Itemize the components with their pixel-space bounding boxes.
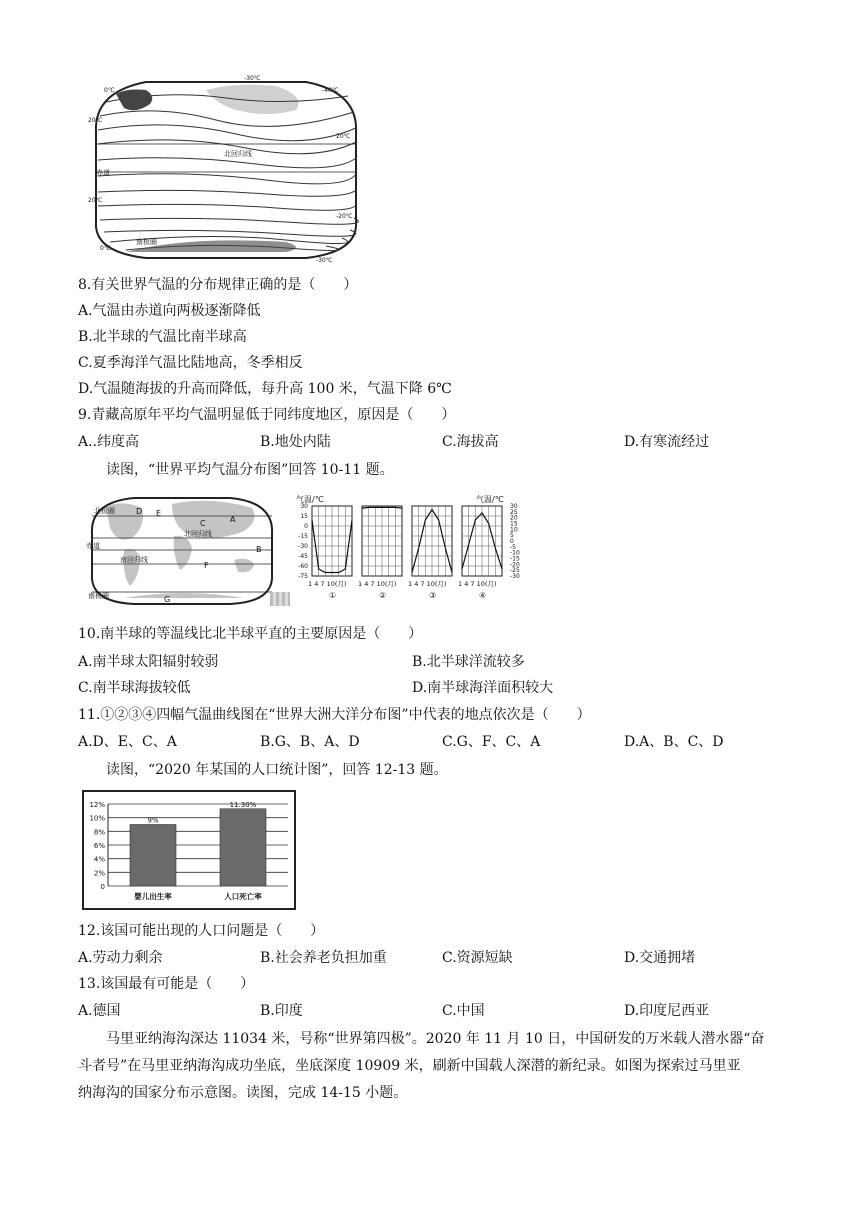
q8-option-a[interactable]: A.气温由赤道向两极逐渐降低 [78, 303, 261, 319]
map-point-f: F [204, 561, 209, 570]
climate-right-tick: 25 [510, 508, 518, 516]
map-label-antarctic: 南极圈 [136, 238, 157, 246]
q13-option-d[interactable]: D.印度尼西亚 [624, 1003, 710, 1019]
lat-label-right-7: -20℃ [336, 213, 353, 220]
bar-data-label: 11.30% [229, 800, 257, 809]
climate-left-tick: -60 [298, 563, 308, 570]
q8-stem: 8.有关世界气温的分布规律正确的是（ ） [78, 277, 358, 293]
lat-label-right-4: 20℃ [336, 133, 351, 140]
climate-left-tick: -15 [298, 533, 308, 540]
q13-option-b[interactable]: B.印度 [260, 1003, 303, 1019]
q9-option-d[interactable]: D.有寒流经过 [624, 434, 710, 450]
q10-option-a[interactable]: A.南半球太阳辐射较弱 [78, 654, 219, 670]
q11-stem: 11.①②③④四幅气温曲线图在“世界大洲大洋分布图”中代表的地点依次是（ ） [78, 707, 591, 723]
q11-option-c[interactable]: C.G、F、C、A [442, 734, 541, 750]
q9-option-a[interactable]: A..纬度高 [78, 434, 140, 450]
q9-stem: 9.青藏高原年平均气温明显低于同纬度地区，原因是（ ） [78, 407, 456, 423]
climate-left-tick: -45 [298, 553, 308, 560]
q11-option-a[interactable]: A.D、E、C、A [78, 734, 177, 750]
climate-charts [290, 494, 526, 602]
intro-10-11: 读图，“世界平均气温分布图”回答 10-11 题。 [106, 462, 394, 478]
map-point-g: G [164, 595, 171, 604]
q10-stem: 10.南半球的等温线比北半球平直的主要原因是（ ） [78, 626, 423, 642]
climate-panel-2 [358, 506, 402, 600]
bar-y-tick: 4% [93, 855, 105, 864]
map-south-polar: 南极圈 [88, 592, 109, 600]
lat-label-left-2: 20℃ [88, 197, 103, 204]
q12-stem: 12.该国可能出现的人口问题是（ ） [78, 923, 325, 939]
climate-right-tick: 20 [510, 514, 518, 522]
climate-ylabel-right: 气温/℃ [476, 495, 504, 504]
intro-12-13: 读图，“2020 年某国的人口统计图”，回答 12-13 题。 [106, 762, 448, 778]
bar-y-tick: 6% [93, 842, 105, 850]
climate-left-tick: 15 [300, 513, 308, 520]
q8-option-c[interactable]: C.夏季海洋气温比陆地高，冬季相反 [78, 355, 303, 371]
map-point-a: A [230, 515, 236, 524]
intro-14-15-line3: 纳海沟的国家分布示意图。读图，完成 14-15 小题。 [78, 1085, 408, 1101]
lat-label-right-0: -30℃ [244, 75, 261, 82]
q12-option-a[interactable]: A.劳动力剩余 [78, 950, 163, 966]
map-equator: 赤道 [86, 542, 100, 550]
map-point-d: D [136, 507, 143, 516]
q13-stem: 13.该国最有可能是（ ） [78, 976, 255, 992]
population-bar-chart [82, 790, 296, 910]
climate-panel-label: ④ [479, 591, 487, 600]
climate-x-label: 1 4 7 10(月) [408, 580, 447, 588]
intro-14-15-line1: 马里亚纳海沟深达 11034 米，号称“世界第四极”。2020 年 11 月 10 日，中国研发的万米载人潜水器“奋 [106, 1031, 765, 1047]
map-north-polar: 北极圈 [94, 507, 115, 515]
climate-right-tick: -15 [510, 555, 520, 563]
climate-right-tick: -10 [510, 549, 520, 557]
map-tropic-north: 北回归线 [184, 530, 212, 538]
map-label-equator: 赤道 [96, 169, 110, 177]
climate-right-tick: -30 [510, 573, 520, 580]
climate-x-label: 1 4 7 10(月) [458, 580, 497, 588]
climate-curve-2 [362, 507, 402, 508]
q10-option-d[interactable]: D.南半球海洋面积较大 [412, 680, 554, 696]
map-point-c: C [200, 519, 206, 528]
climate-panel-label: ② [379, 591, 387, 600]
climate-right-tick: 30 [510, 503, 518, 510]
q13-option-a[interactable]: A.德国 [78, 1003, 121, 1019]
lat-label-left-3: 0℃ [100, 245, 111, 252]
climate-right-tick: 0 [510, 538, 514, 545]
climate-ylabel-left: 气温/℃ [296, 495, 324, 504]
climate-right-tick: -5 [510, 543, 516, 551]
lat-label-left-0: 0℃ [104, 87, 115, 94]
world-map-small [84, 494, 280, 608]
climate-x-label: 1 4 7 10(月) [358, 580, 397, 588]
bar-2 [220, 809, 266, 886]
bar-y-tick: 8% [93, 828, 105, 837]
climate-left-tick: -75 [298, 573, 308, 580]
climate-right-tick: 10 [510, 526, 518, 534]
climate-right-tick: 15 [510, 520, 518, 528]
q12-option-c[interactable]: C.资源短缺 [442, 950, 513, 966]
q12-option-b[interactable]: B.社会养老负担加重 [260, 950, 387, 966]
map-point-e: E [156, 509, 162, 518]
climate-right-tick: -25 [510, 567, 520, 575]
climate-x-label: 1 4 7 10(月) [308, 580, 347, 588]
bar-category-label: 人口死亡率 [224, 892, 262, 901]
climate-left-tick: -30 [298, 543, 308, 550]
climate-panel-4 [458, 506, 502, 600]
bar-category-label: 婴儿出生率 [134, 892, 172, 901]
bar-y-tick: 12% [89, 801, 105, 809]
q9-option-c[interactable]: C.海拔高 [442, 434, 499, 450]
climate-panel-label: ① [329, 591, 337, 600]
q9-option-b[interactable]: B.地处内陆 [260, 434, 331, 450]
map-label-tropic-north: 北回归线 [224, 150, 252, 158]
lat-label-right-9: -30℃ [316, 257, 333, 264]
climate-panel-label: ③ [429, 591, 437, 600]
bar-1 [130, 825, 176, 887]
q10-option-b[interactable]: B.北半球洋流较多 [412, 654, 525, 670]
bar-y-tick: 10% [89, 814, 105, 823]
climate-left-tick: 0 [304, 523, 308, 530]
map-point-b: B [256, 545, 262, 554]
lat-label-right-1: -40℃ [322, 87, 339, 94]
climate-right-tick: -20 [510, 561, 520, 569]
bar-data-label: 9% [147, 816, 159, 825]
intro-14-15-line2: 斗者号”在马里亚纳海沟成功坐底，坐底深度 10909 米，刷新中国载人深潜的新纪录。如图为探索过马里亚 [78, 1058, 741, 1074]
bar-y-tick: 0 [100, 883, 105, 891]
blurred-stamp [270, 592, 290, 606]
map-tropic-south: 南回归线 [120, 556, 148, 564]
climate-right-tick: 5 [510, 532, 514, 540]
q11-option-b[interactable]: B.G、B、A、D [260, 734, 360, 750]
climate-panel-3 [408, 506, 452, 600]
climate-panel-1 [308, 506, 352, 600]
q11-option-d[interactable]: D.A、B、C、D [624, 734, 724, 750]
q13-option-c[interactable]: C.中国 [442, 1003, 485, 1019]
q8-option-d[interactable]: D.气温随海拔的升高而降低，每升高 100 米，气温下降 6℃ [78, 381, 452, 397]
bar-y-tick: 2% [93, 869, 105, 878]
q8-option-b[interactable]: B.北半球的气温比南半球高 [78, 329, 247, 345]
q10-option-c[interactable]: C.南半球海拔较低 [78, 680, 191, 696]
world-isotherm-map [86, 72, 366, 268]
climate-left-tick: 30 [300, 503, 308, 510]
q12-option-d[interactable]: D.交通拥堵 [624, 950, 696, 966]
lat-label-left-1: 20℃ [88, 117, 103, 124]
